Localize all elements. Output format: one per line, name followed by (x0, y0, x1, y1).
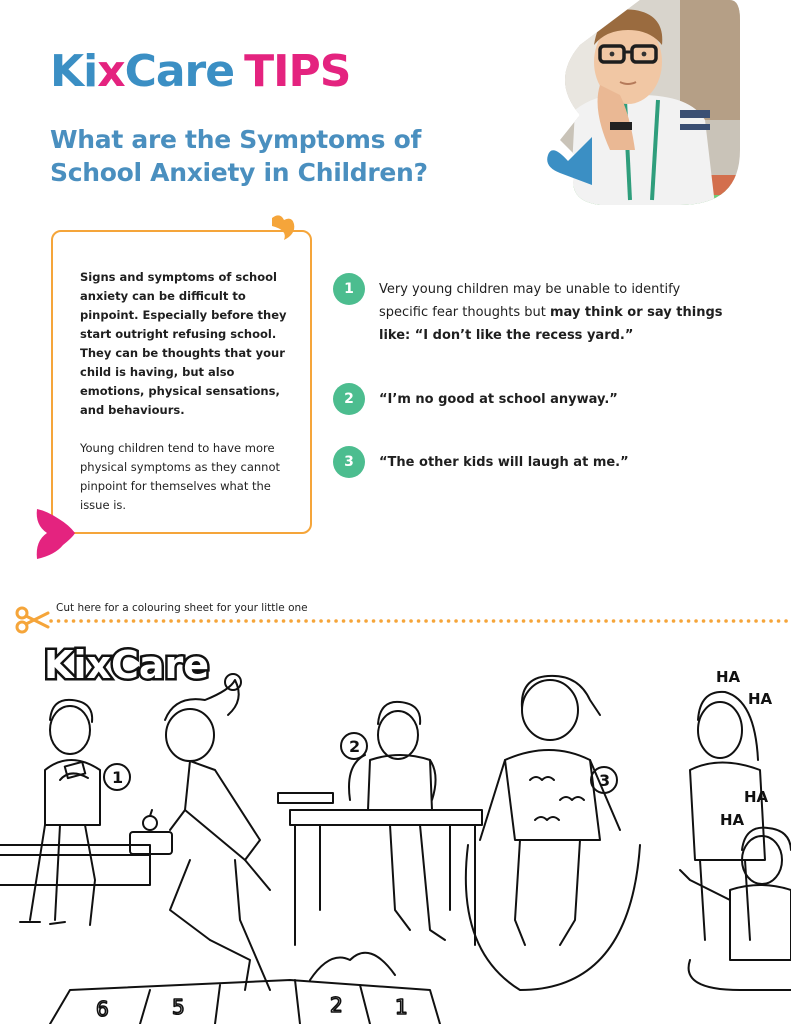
hopscotch-number-2: 2 (330, 993, 343, 1017)
orange-heart-icon (270, 212, 296, 242)
logo-kix: Ki (50, 46, 98, 97)
coloring-illustration (0, 660, 791, 1024)
symptom-point-2 (333, 383, 733, 423)
dotted-cut-line (15, 618, 791, 624)
laugh-text-4: HA (720, 811, 745, 829)
laugh-text-1: HA (716, 668, 741, 686)
symptom-point-1 (333, 273, 733, 343)
laugh-text-3: HA (744, 788, 769, 806)
point-text (379, 278, 729, 347)
blue-heart-icon (546, 133, 594, 189)
logo-x: x (97, 46, 125, 97)
cut-here-text: Cut here for a colouring sheet for your little one (56, 602, 308, 614)
point-text (379, 388, 729, 411)
laugh-text-2: HA (748, 690, 773, 708)
info-box-regular-text: Young children tend to have more physical symptoms as they cannot pinpoint for themselves what the issue is. (80, 441, 281, 512)
symptom-point-3 (333, 446, 733, 486)
kixcare-tips-logo (50, 46, 351, 97)
marker-3-text: 3 (599, 771, 611, 790)
info-box-bold-text: Signs and symptoms of school anxiety can be difficult to pinpoint. Especially before they start outright refusing school. They can be thoughts that your child is having, but also emotions, physical sensations, and behaviours. (80, 270, 287, 417)
marker-2-text: 2 (349, 737, 361, 756)
point-number-badge: 3 (333, 446, 365, 478)
hopscotch-number-5: 5 (172, 995, 185, 1019)
page-title (50, 123, 430, 189)
point-text-plain: Very young children may be unable to identify specific fear thoughts but (379, 282, 681, 320)
point-text-bold: “I’m no good at school anyway.” (379, 392, 618, 407)
pink-heart-icon (33, 505, 77, 563)
point-number-badge: 2 (333, 383, 365, 415)
title-line-2: School Anxiety in Children? (50, 158, 428, 187)
point-text (379, 451, 729, 474)
logo-tips: TIPS (244, 46, 351, 97)
marker-1-text: 1 (112, 768, 124, 787)
hopscotch-number-1: 1 (395, 995, 408, 1019)
logo-care: Care (124, 46, 235, 97)
info-box (51, 230, 312, 534)
kixcare-outline-logo-text: KixCare (44, 643, 210, 687)
point-text-bold: may think or say things like: “I don’t like the recess yard.” (379, 305, 723, 343)
point-text-bold: “The other kids will laugh at me.” (379, 455, 629, 470)
hopscotch-number-6: 6 (96, 997, 109, 1021)
point-number-badge: 1 (333, 273, 365, 305)
title-line-1: What are the Symptoms of (50, 125, 422, 154)
